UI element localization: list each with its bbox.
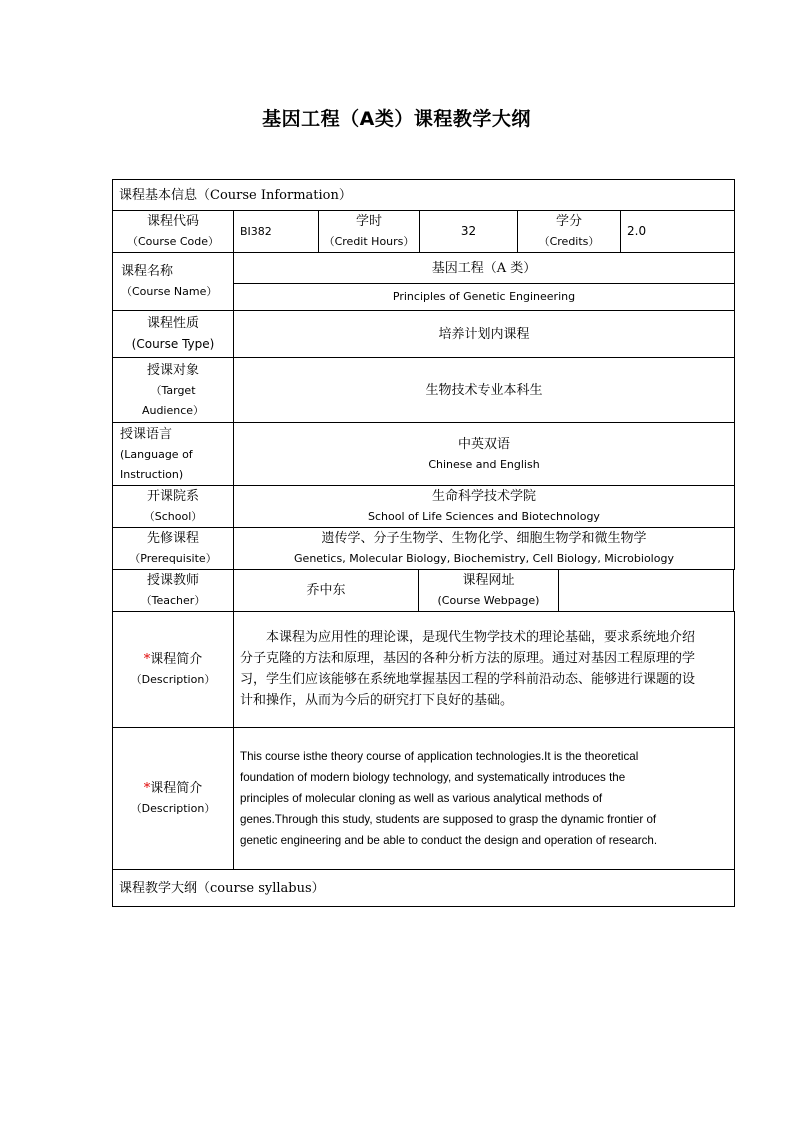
syllabus-header [112, 869, 735, 907]
course-name-zh: 基因工程（A 类） [431, 260, 537, 276]
course-code-value-cell [233, 210, 319, 253]
webpage-label-en: (Course Webpage) [437, 594, 540, 607]
teacher-label: 授课教师 [146, 573, 199, 588]
credit-hours-label-cell [318, 210, 420, 253]
credit-hours-value: 32 [460, 224, 477, 238]
course-name-zh-cell [233, 252, 735, 284]
course-code-label-en: （Course Code） [126, 235, 220, 248]
target-label-cell [112, 357, 234, 423]
desc-zh-label-en: （Description） [130, 673, 216, 686]
teacher-value: 乔中东 [306, 583, 346, 598]
course-type-value-cell [233, 310, 735, 358]
desc-zh-line: 分子克隆的方法和原理，基因的各种分析方法的原理。通过对基因工程原理的学 [240, 651, 696, 666]
credits-label-en: （Credits） [538, 235, 600, 248]
webpage-label: 课程网址 [462, 573, 515, 588]
desc-en-line: This course isthe theory course of application technologies.It is the theoretical [240, 750, 639, 763]
credit-hours-value-cell [419, 210, 518, 253]
target-value-cell [233, 357, 735, 423]
course-type-label: 课程性质 [146, 316, 199, 331]
school-value-zh: 生命科学技术学院 [431, 489, 536, 504]
teacher-value-cell [233, 569, 419, 612]
course-type-label-en: (Course Type) [131, 337, 215, 351]
required-star: * [143, 781, 151, 796]
course-name-label: 课程名称 [121, 264, 174, 279]
syllabus-label: 课程教学大纲（course syllabus） [119, 880, 325, 896]
language-value-zh: 中英双语 [457, 436, 510, 452]
webpage-value-cell [558, 569, 734, 612]
school-label-cell [112, 485, 234, 528]
course-info-label: 课程基本信息（Course Information） [119, 187, 352, 203]
teacher-label-en: （Teacher） [140, 594, 206, 607]
desc-en-label-cell [112, 727, 234, 870]
language-label-cell [112, 422, 234, 486]
school-label: 开课院系 [146, 489, 199, 504]
language-value-en: Chinese and English [428, 457, 540, 471]
desc-zh-line: 计和操作，从而为今后的研究打下良好的基础。 [240, 693, 514, 708]
language-value-cell [233, 422, 735, 486]
course-type-value: 培养计划内课程 [438, 326, 530, 342]
desc-en-line: foundation of modern biology technology, and systematically introduces the [240, 771, 626, 784]
credits-label: 学分 [555, 214, 582, 229]
target-label-en-2: Audience） [141, 403, 205, 417]
desc-zh-body-cell [233, 611, 735, 728]
language-label-en-2: Instruction) [120, 467, 184, 481]
desc-zh-line: 习，学生们应该能够在系统地掌握基因工程的学科前沿动态、能够进行课题的设 [240, 672, 696, 687]
course-info-header [112, 179, 735, 211]
course-name-label-cell [112, 252, 234, 311]
target-value: 生物技术专业本科生 [425, 382, 543, 398]
credit-hours-label: 学时 [355, 214, 382, 229]
language-label: 授课语言 [120, 426, 173, 442]
prereq-label: 先修课程 [146, 531, 199, 546]
desc-en-body-cell [233, 727, 735, 870]
desc-en-label: 课程简介 [150, 781, 203, 796]
desc-zh-line: 本课程为应用性的理论课，是现代生物学技术的理论基础，要求系统地介绍 [266, 630, 696, 645]
desc-zh-label-cell [112, 611, 234, 728]
desc-en-line: genetic engineering and be able to conduct the design and operation of research. [240, 834, 658, 847]
teacher-label-cell [112, 569, 234, 612]
webpage-label-cell [418, 569, 559, 612]
course-name-en: Principles of Genetic Engineering [392, 290, 576, 303]
credits-label-cell [517, 210, 621, 253]
credit-hours-label-en: （Credit Hours） [323, 235, 415, 248]
course-code-label: 课程代码 [146, 214, 199, 229]
language-label-en-1: (Language of [120, 447, 193, 461]
desc-en-label-en: （Description） [130, 802, 216, 815]
credits-value-cell [620, 210, 735, 253]
prereq-value-cell [233, 527, 735, 570]
desc-en-line: genes.Through this study, students are supposed to grasp the dynamic frontier of [240, 813, 657, 826]
course-code-label-cell [112, 210, 234, 253]
course-code-value: BI382 [240, 224, 272, 238]
desc-zh-label: 课程简介 [150, 652, 203, 667]
required-star: * [143, 652, 151, 667]
target-label-en-1: （Target [150, 383, 196, 397]
target-label: 授课对象 [146, 362, 199, 378]
school-label-en: （School） [143, 510, 203, 523]
course-name-label-en: （Course Name） [121, 285, 218, 298]
prereq-label-en: （Prerequisite） [129, 552, 217, 565]
prereq-label-cell [112, 527, 234, 570]
credits-value: 2.0 [627, 224, 647, 238]
desc-en-line: principles of molecular cloning as well as various analytical methods of [240, 792, 603, 805]
school-value-cell [233, 485, 735, 528]
page-title: 基因工程（A类）课程教学大纲 [262, 108, 531, 130]
prereq-value-en: Genetics, Molecular Biology, Biochemistry, Cell Biology, Microbiology [294, 552, 674, 565]
course-type-label-cell [112, 310, 234, 358]
course-name-en-cell [233, 283, 735, 311]
school-value-en: School of Life Sciences and Biotechnology [368, 510, 600, 523]
prereq-value-zh: 遗传学、分子生物学、生物化学、细胞生物学和微生物学 [321, 531, 647, 546]
